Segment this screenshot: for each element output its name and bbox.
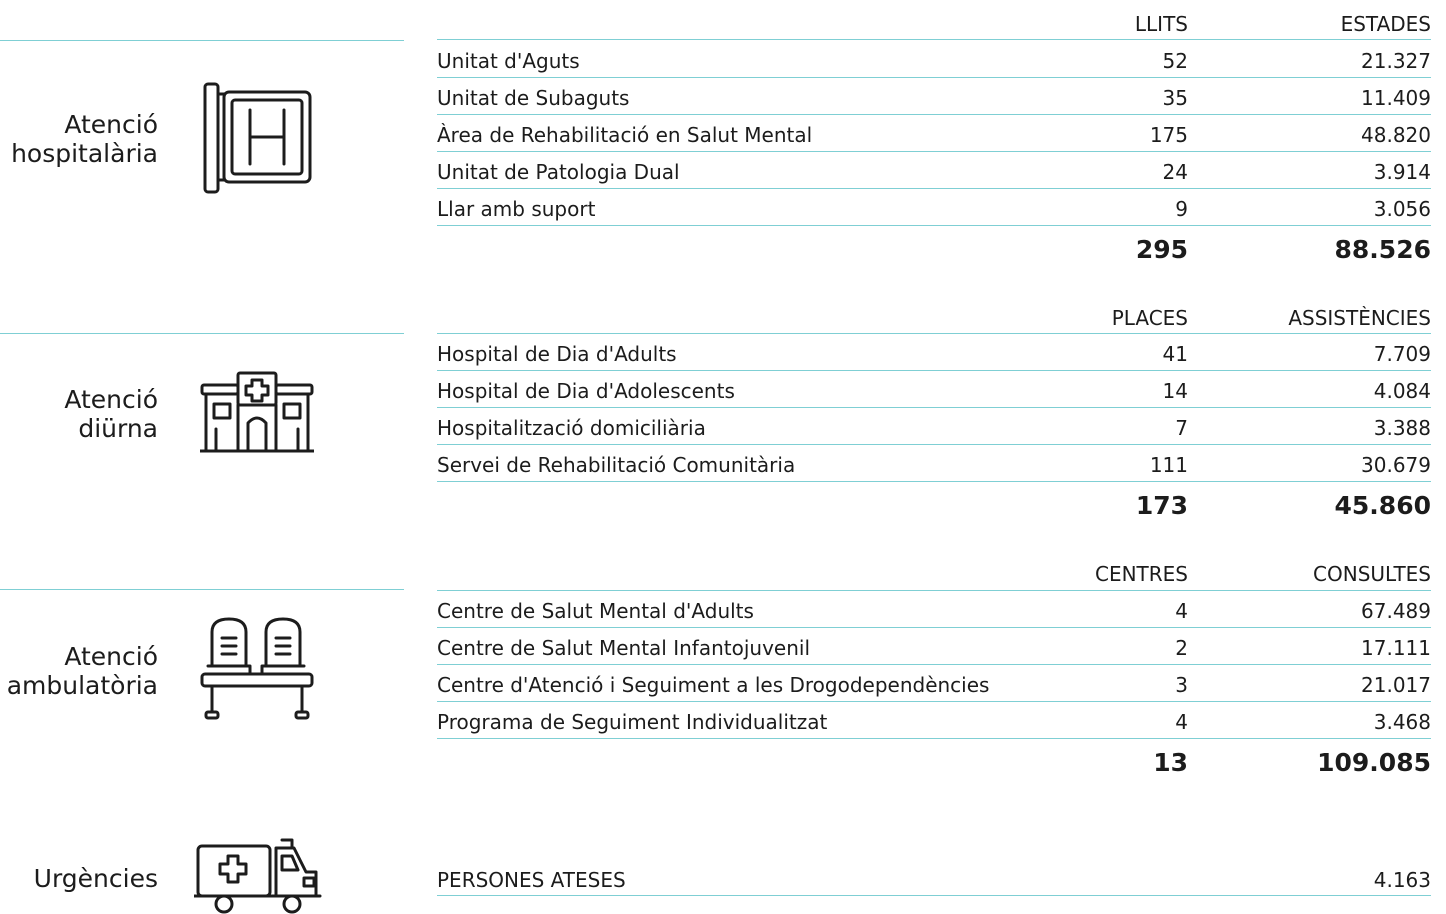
column-header: CONSULTES [1313, 562, 1431, 586]
row-value-1: 35 [1162, 86, 1188, 110]
row-value-1: 3 [1175, 673, 1188, 697]
column-header: CENTRES [1094, 562, 1188, 586]
waiting-chairs-icon [200, 616, 314, 722]
row-value-2: 48.820 [1361, 123, 1431, 147]
table-rule [437, 370, 1431, 371]
total-value-2: 88.526 [1334, 235, 1431, 264]
table-rule [437, 444, 1431, 445]
row-label: Àrea de Rehabilitació en Salut Mental [437, 123, 813, 147]
row-value-2: 30.679 [1361, 453, 1431, 477]
column-header: ESTADES [1340, 12, 1431, 36]
row-value-2: 21.327 [1361, 49, 1431, 73]
row-label: Centre d'Atenció i Seguiment a les Drogodependències [437, 673, 990, 697]
row-label: Llar amb suport [437, 197, 596, 221]
row-label: Centre de Salut Mental d'Adults [437, 599, 754, 623]
category-rule [0, 333, 404, 334]
table-rule [437, 151, 1431, 152]
table-rule [437, 590, 1431, 591]
row-value-2: 11.409 [1361, 86, 1431, 110]
table-rule [437, 895, 1431, 896]
category-label: Atenció hospitalària [11, 110, 158, 168]
row-label: Programa de Seguiment Individualitzat [437, 710, 828, 734]
row-value-1: 4 [1175, 599, 1188, 623]
row-value-2: 3.914 [1373, 160, 1431, 184]
category-rule [0, 40, 404, 41]
table-rule [437, 39, 1431, 40]
total-value-1: 295 [1135, 235, 1188, 264]
row-value-1: 24 [1162, 160, 1188, 184]
row-label: Centre de Salut Mental Infantojuvenil [437, 636, 811, 660]
total-value-1: 173 [1135, 491, 1188, 520]
row-value-1: 2 [1175, 636, 1188, 660]
table-rule [437, 114, 1431, 115]
row-value-1: 175 [1149, 123, 1188, 147]
urgencies-value: 4.163 [1373, 868, 1431, 892]
row-label: Servei de Rehabilitació Comunitària [437, 453, 796, 477]
row-value-1: 14 [1162, 379, 1188, 403]
urgencies-label: PERSONES ATESES [437, 868, 626, 892]
ambulance-icon [194, 838, 322, 914]
row-value-1: 111 [1149, 453, 1188, 477]
table-rule [437, 481, 1431, 482]
row-value-1: 9 [1175, 197, 1188, 221]
category-rule [0, 589, 404, 590]
category-label: Urgències [33, 864, 158, 893]
table-rule [437, 627, 1431, 628]
total-value-2: 45.860 [1334, 491, 1431, 520]
table-rule [437, 664, 1431, 665]
column-header: PLACES [1111, 306, 1188, 330]
table-rule [437, 701, 1431, 702]
row-value-2: 4.084 [1373, 379, 1431, 403]
table-rule [437, 333, 1431, 334]
category-label: Atenció ambulatòria [6, 642, 158, 700]
category-label: Atenció diürna [64, 385, 158, 443]
row-label: Hospitalització domiciliària [437, 416, 706, 440]
row-value-1: 41 [1162, 342, 1188, 366]
row-value-2: 67.489 [1361, 599, 1431, 623]
row-value-1: 52 [1162, 49, 1188, 73]
table-rule [437, 188, 1431, 189]
row-label: Unitat de Subaguts [437, 86, 630, 110]
row-value-2: 3.056 [1373, 197, 1431, 221]
row-label: Unitat de Patologia Dual [437, 160, 680, 184]
table-rule [437, 77, 1431, 78]
row-value-2: 7.709 [1373, 342, 1431, 366]
row-value-2: 21.017 [1361, 673, 1431, 697]
table-rule [437, 738, 1431, 739]
row-label: Hospital de Dia d'Adolescents [437, 379, 735, 403]
table-rule [437, 225, 1431, 226]
row-value-1: 4 [1175, 710, 1188, 734]
hospital-sign-icon [200, 82, 314, 194]
row-value-2: 17.111 [1361, 636, 1431, 660]
column-header: LLITS [1134, 12, 1188, 36]
row-label: Unitat d'Aguts [437, 49, 580, 73]
row-value-2: 3.388 [1373, 416, 1431, 440]
row-label: Hospital de Dia d'Adults [437, 342, 677, 366]
total-value-1: 13 [1153, 748, 1188, 777]
column-header: ASSISTÈNCIES [1288, 306, 1431, 330]
row-value-2: 3.468 [1373, 710, 1431, 734]
row-value-1: 7 [1175, 416, 1188, 440]
total-value-2: 109.085 [1317, 748, 1431, 777]
table-rule [437, 407, 1431, 408]
hospital-building-icon [200, 371, 314, 455]
